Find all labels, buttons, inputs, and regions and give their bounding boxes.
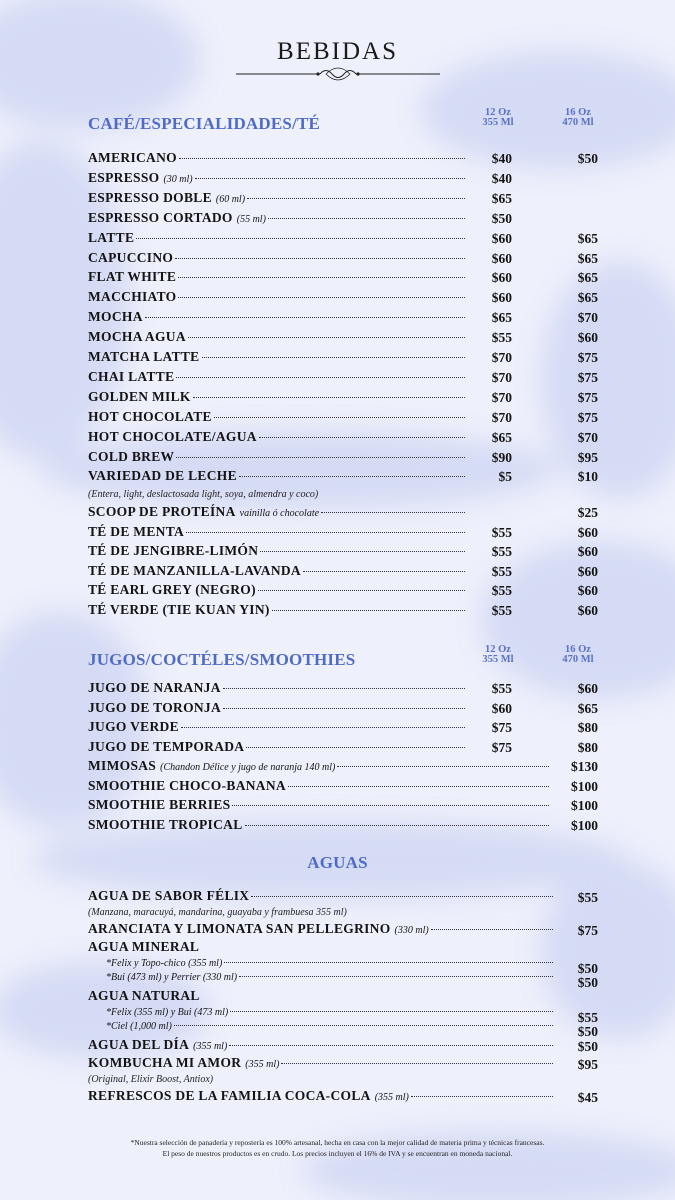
price-large: $65	[577, 230, 598, 246]
price-small: $55	[491, 563, 512, 579]
dot-leader	[202, 356, 466, 358]
item-price: $50	[577, 975, 598, 990]
price-small: $65	[491, 429, 512, 445]
menu-item	[88, 210, 468, 228]
price-large: $50	[577, 151, 598, 166]
item-price: $130	[571, 759, 598, 774]
menu-item	[88, 778, 552, 796]
dot-leader	[321, 511, 465, 513]
item-name: MOCHA	[88, 309, 143, 325]
dot-leader	[281, 1062, 553, 1064]
item-name: TÉ DE MENTA	[88, 523, 185, 539]
footer-line: El peso de nuestros productos es en crudo. Los precios incluyen el 16% de IVA y se encuentran en moneda nacional.	[162, 1149, 513, 1158]
price-large: $95	[577, 449, 598, 465]
menu-item	[88, 409, 468, 427]
sub-item-text: *Felix (355 ml) y Bui (473 ml)	[106, 1007, 229, 1018]
item-name: JUGO DE TORONJA	[88, 699, 222, 715]
menu-item	[88, 250, 468, 268]
menu-item	[88, 602, 468, 620]
item-note: (355 ml)	[374, 1092, 409, 1103]
size-header-small	[468, 108, 528, 128]
price-small: $60	[491, 700, 512, 716]
dot-leader	[272, 609, 465, 611]
item-name: MACCHIATO	[88, 289, 177, 305]
dot-leader	[179, 157, 465, 159]
price-large: $60	[577, 563, 598, 579]
menu-item	[88, 1088, 556, 1106]
price-small: $75	[491, 739, 512, 755]
item-note: (Original, Elixir Boost, Antiox)	[88, 1074, 214, 1085]
dot-leader	[223, 687, 465, 689]
dot-leader	[239, 475, 465, 477]
item-name: JUGO VERDE	[88, 719, 179, 734]
price-small: $65	[491, 310, 512, 326]
dot-leader	[174, 1024, 553, 1026]
price-small: $40	[491, 151, 512, 166]
item-note: (355 ml)	[193, 1041, 228, 1052]
size-ml: 355 Ml	[482, 654, 514, 665]
dot-leader	[178, 296, 465, 298]
menu-item	[88, 309, 468, 327]
item-name: TÉ VERDE (TIE KUAN YIN)	[88, 602, 270, 617]
menu-item	[88, 389, 468, 407]
price-small: $70	[491, 389, 512, 405]
dot-leader	[247, 197, 465, 199]
item-name: JUGO DE NARANJA	[88, 680, 221, 695]
item-price: $50	[577, 961, 598, 976]
dot-leader	[214, 416, 465, 418]
price-large: $10	[577, 469, 598, 485]
price-small: $65	[491, 190, 512, 206]
item-name: MATCHA LATTE	[88, 349, 200, 364]
size-oz: 12 Oz	[485, 644, 511, 655]
item-name: HOT CHOCOLATE	[88, 408, 212, 424]
dot-leader	[259, 436, 465, 438]
item-name: AGUA MINERAL	[88, 939, 200, 954]
size-oz: 16 Oz	[565, 107, 591, 118]
price-small: $60	[491, 270, 512, 286]
dot-leader	[230, 1010, 553, 1012]
price-small: $70	[491, 350, 512, 365]
item-name: AGUA NATURAL	[88, 988, 200, 1003]
item-name: AGUA DE SABOR FÉLIX	[88, 888, 250, 903]
dot-leader	[193, 396, 465, 398]
price-large: $60	[577, 681, 598, 696]
item-price: $55	[577, 1010, 598, 1025]
menu-item	[88, 190, 468, 208]
item-note: (Chandon Délice y jugo de naranja 140 ml)	[160, 762, 336, 773]
item-name: SMOOTHIE CHOCO-BANANA	[88, 777, 286, 793]
item-note: (60 ml)	[215, 193, 246, 205]
dot-leader	[188, 336, 465, 338]
menu-item	[88, 939, 556, 957]
price-small: $90	[491, 449, 512, 465]
dot-leader	[245, 824, 549, 826]
menu-item	[88, 329, 468, 347]
menu-item	[88, 543, 468, 561]
menu-item	[88, 888, 556, 906]
sub-item	[106, 1021, 556, 1035]
dot-leader	[260, 550, 465, 552]
dot-leader	[136, 237, 465, 239]
milk-options-note: (Entera, light, deslactosada light, soya, almendra y coco)	[88, 489, 319, 500]
price-large: $65	[577, 250, 598, 266]
price-small: $40	[491, 170, 512, 186]
item-price: $95	[577, 1057, 598, 1072]
size-header-large	[548, 645, 608, 665]
item-name: TÉ DE JENGIBRE-LIMÓN	[88, 543, 259, 559]
item-name: GOLDEN MILK	[88, 388, 191, 404]
menu-item	[88, 700, 468, 718]
dot-leader	[175, 257, 465, 259]
menu-item	[88, 582, 468, 600]
menu-item	[88, 524, 468, 542]
menu-item	[88, 739, 468, 757]
sub-item-text: *Bui (473 ml) y Perrier (330 ml)	[106, 972, 238, 983]
price-small: $70	[491, 409, 512, 425]
price-large: $60	[577, 524, 598, 540]
footer-disclaimer	[40, 1137, 635, 1159]
item-price: $55	[577, 890, 598, 905]
menu-item	[88, 758, 552, 776]
sub-item-text: *Ciel (1,000 ml)	[106, 1021, 172, 1032]
price-large: $65	[577, 700, 598, 716]
price-large: $75	[577, 389, 598, 405]
item-price: $75	[577, 923, 598, 938]
dot-leader	[224, 961, 553, 963]
menu-item	[88, 988, 556, 1006]
menu-item	[88, 797, 552, 815]
item-note: vainilla ó chocolate	[239, 508, 320, 519]
item-name: CAPUCCINO	[88, 249, 174, 265]
sub-item-text: *Felix y Topo-chico (355 ml)	[106, 958, 223, 969]
item-name: HOT CHOCOLATE/AGUA	[88, 428, 257, 444]
menu-item	[88, 1037, 556, 1055]
menu-item	[88, 449, 468, 467]
dot-leader	[411, 1095, 553, 1097]
menu-item	[88, 921, 556, 939]
price-large: $75	[577, 350, 598, 365]
item-name: CHAI LATTE	[88, 368, 175, 384]
menu-item	[88, 719, 468, 737]
dot-leader	[195, 177, 465, 179]
item-note: (55 ml)	[236, 213, 266, 225]
dot-leader	[145, 316, 465, 318]
price-small: $75	[491, 720, 512, 735]
item-price: $100	[571, 817, 598, 833]
item-name: ARANCIATA Y LIMONATA SAN PELLEGRINO	[88, 921, 391, 936]
menu-item	[88, 817, 552, 835]
sub-item	[106, 958, 556, 972]
menu-item	[88, 1055, 556, 1073]
item-name: SCOOP DE PROTEÍNA	[88, 504, 236, 519]
item-name: COLD BREW	[88, 448, 175, 464]
dot-leader	[181, 726, 465, 728]
dot-leader	[303, 570, 465, 572]
item-name: ESPRESSO	[88, 169, 160, 185]
item-name: SMOOTHIE TROPICAL	[88, 816, 243, 832]
price-small: $60	[491, 250, 512, 266]
footer-line: *Nuestra selección de panadería y repostería es 100% artesanal, hecha en casa con la mejor calidad de materia prima y técnicas francesas.	[130, 1138, 545, 1147]
section-title-cafe: CAFÉ/ESPECIALIDADES/TÉ	[88, 114, 321, 133]
price-large: $65	[577, 290, 598, 306]
menu-item	[88, 269, 468, 287]
size-header-small	[468, 645, 528, 665]
menu-item	[88, 504, 468, 522]
item-price: $45	[577, 1090, 598, 1105]
item-name: JUGO DE TEMPORADA	[88, 738, 245, 754]
dot-leader	[431, 928, 553, 930]
item-name: VARIEDAD DE LECHE	[88, 468, 237, 484]
dot-leader	[246, 746, 465, 748]
price-small: $55	[491, 544, 512, 560]
price-small: $5	[498, 469, 512, 485]
item-name: MIMOSAS	[88, 758, 157, 773]
price-large: $60	[577, 583, 598, 599]
dot-leader	[176, 456, 465, 458]
price-small: $55	[491, 330, 512, 346]
item-price: $50	[577, 1039, 598, 1054]
dot-leader	[268, 217, 465, 219]
price-large: $65	[577, 270, 598, 286]
price-large: $60	[577, 330, 598, 346]
item-name: MOCHA AGUA	[88, 329, 186, 345]
size-ml: 470 Ml	[562, 117, 594, 128]
item-name: AMERICANO	[88, 150, 177, 165]
sub-item	[106, 1007, 556, 1021]
ornament-divider	[236, 64, 440, 84]
price-small: $60	[491, 290, 512, 306]
dot-leader	[232, 804, 549, 806]
item-name: KOMBUCHA MI AMOR	[88, 1055, 242, 1070]
price-large: $60	[577, 603, 598, 618]
dot-leader	[258, 589, 465, 591]
section-title-jugos: JUGOS/COCTÉLES/SMOOTHIES	[88, 650, 356, 669]
price-large: $25	[577, 505, 598, 520]
menu-item	[88, 680, 468, 698]
dot-leader	[186, 531, 465, 533]
price-small: $70	[491, 369, 512, 385]
item-name: TÉ EARL GREY (NEGRO)	[88, 582, 256, 598]
dot-leader	[288, 785, 549, 787]
item-name: ESPRESSO CORTADO	[88, 209, 233, 225]
price-large: $75	[577, 369, 598, 385]
price-small: $55	[491, 603, 512, 618]
menu-item	[88, 563, 468, 581]
price-large: $70	[577, 310, 598, 326]
item-note: (Manzana, maracuyá, mandarina, guayaba y frambuesa 355 ml)	[88, 907, 347, 918]
item-name: SMOOTHIE BERRIES	[88, 797, 231, 813]
price-small: $50	[491, 210, 512, 226]
item-price: $50	[577, 1024, 598, 1039]
item-name: LATTE	[88, 229, 135, 245]
menu-item	[88, 468, 468, 486]
price-large: $70	[577, 429, 598, 445]
dot-leader	[239, 975, 553, 977]
size-ml: 355 Ml	[482, 117, 514, 128]
item-price: $100	[571, 798, 598, 814]
price-small: $55	[491, 583, 512, 599]
item-name: AGUA DEL DÍA	[88, 1037, 190, 1052]
item-note: (330 ml)	[394, 925, 429, 936]
size-oz: 12 Oz	[485, 107, 511, 118]
dot-leader	[229, 1044, 553, 1046]
dot-leader	[178, 276, 465, 278]
menu-item	[88, 230, 468, 248]
size-header-large	[548, 108, 608, 128]
item-name: ESPRESSO DOBLE	[88, 189, 212, 205]
menu-item	[88, 429, 468, 447]
price-small: $55	[491, 681, 512, 696]
size-oz: 16 Oz	[565, 644, 591, 655]
dot-leader	[337, 765, 549, 767]
size-ml: 470 Ml	[562, 654, 594, 665]
price-large: $60	[577, 544, 598, 560]
menu-item	[88, 349, 468, 367]
price-large: $80	[577, 739, 598, 755]
section-title-aguas: AGUAS	[307, 853, 368, 872]
price-small: $55	[491, 524, 512, 540]
item-note: (30 ml)	[163, 173, 193, 185]
menu-item	[88, 289, 468, 307]
price-large: $80	[577, 720, 598, 735]
menu-item	[88, 150, 468, 168]
dot-leader	[176, 376, 465, 378]
item-name: TÉ DE MANZANILLA-LAVANDA	[88, 562, 301, 578]
menu-item	[88, 369, 468, 387]
price-large: $75	[577, 409, 598, 425]
item-price: $100	[571, 778, 598, 794]
page-title: BEBIDAS	[277, 38, 398, 65]
item-note: (355 ml)	[245, 1059, 280, 1070]
dot-leader	[251, 895, 553, 897]
sub-item	[106, 972, 556, 986]
item-name: REFRESCOS DE LA FAMILIA COCA-COLA	[88, 1088, 371, 1103]
dot-leader	[223, 707, 465, 709]
item-name: FLAT WHITE	[88, 269, 177, 285]
price-small: $60	[491, 230, 512, 246]
menu-item	[88, 170, 468, 188]
